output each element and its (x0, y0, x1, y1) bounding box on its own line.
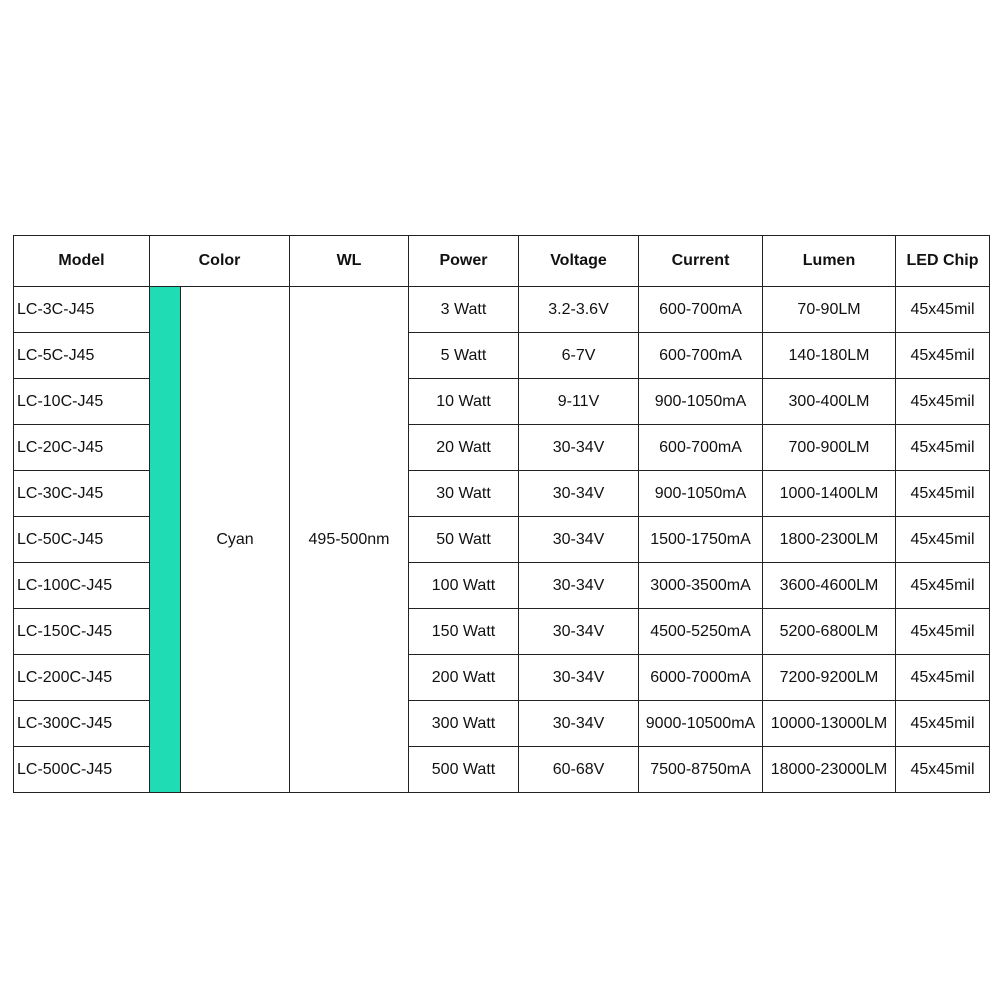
header-wl: WL (290, 236, 409, 287)
model-cell: LC-20C-J45 (14, 425, 150, 471)
lumen-cell: 300-400LM (763, 379, 896, 425)
led-chip-cell: 45x45mil (896, 747, 990, 793)
model-cell: LC-200C-J45 (14, 655, 150, 701)
led-chip-cell: 45x45mil (896, 701, 990, 747)
current-cell: 4500-5250mA (639, 609, 763, 655)
lumen-cell: 7200-9200LM (763, 655, 896, 701)
led-chip-cell: 45x45mil (896, 425, 990, 471)
header-voltage: Voltage (519, 236, 639, 287)
led-chip-cell: 45x45mil (896, 379, 990, 425)
voltage-cell: 30-34V (519, 701, 639, 747)
model-cell: LC-100C-J45 (14, 563, 150, 609)
led-chip-cell: 45x45mil (896, 471, 990, 517)
model-cell: LC-300C-J45 (14, 701, 150, 747)
wavelength-cell: 495-500nm (290, 287, 409, 793)
power-cell: 100 Watt (409, 563, 519, 609)
header-current: Current (639, 236, 763, 287)
lumen-cell: 1800-2300LM (763, 517, 896, 563)
power-cell: 500 Watt (409, 747, 519, 793)
current-cell: 600-700mA (639, 425, 763, 471)
led-chip-cell: 45x45mil (896, 517, 990, 563)
power-cell: 200 Watt (409, 655, 519, 701)
model-cell: LC-5C-J45 (14, 333, 150, 379)
header-model: Model (14, 236, 150, 287)
lumen-cell: 70-90LM (763, 287, 896, 333)
voltage-cell: 6-7V (519, 333, 639, 379)
color-swatch (150, 287, 181, 793)
lumen-cell: 1000-1400LM (763, 471, 896, 517)
current-cell: 900-1050mA (639, 471, 763, 517)
voltage-cell: 30-34V (519, 425, 639, 471)
voltage-cell: 3.2-3.6V (519, 287, 639, 333)
voltage-cell: 30-34V (519, 517, 639, 563)
led-chip-cell: 45x45mil (896, 609, 990, 655)
power-cell: 3 Watt (409, 287, 519, 333)
current-cell: 1500-1750mA (639, 517, 763, 563)
lumen-cell: 10000-13000LM (763, 701, 896, 747)
current-cell: 7500-8750mA (639, 747, 763, 793)
model-cell: LC-30C-J45 (14, 471, 150, 517)
model-cell: LC-150C-J45 (14, 609, 150, 655)
voltage-cell: 9-11V (519, 379, 639, 425)
lumen-cell: 18000-23000LM (763, 747, 896, 793)
current-cell: 900-1050mA (639, 379, 763, 425)
lumen-cell: 3600-4600LM (763, 563, 896, 609)
current-cell: 600-700mA (639, 333, 763, 379)
power-cell: 30 Watt (409, 471, 519, 517)
lumen-cell: 140-180LM (763, 333, 896, 379)
voltage-cell: 30-34V (519, 471, 639, 517)
table-body (14, 287, 990, 793)
voltage-cell: 60-68V (519, 747, 639, 793)
power-cell: 20 Watt (409, 425, 519, 471)
current-cell: 9000-10500mA (639, 701, 763, 747)
led-chip-cell: 45x45mil (896, 563, 990, 609)
model-cell: LC-50C-J45 (14, 517, 150, 563)
table-row (14, 287, 990, 333)
voltage-cell: 30-34V (519, 655, 639, 701)
led-chip-cell: 45x45mil (896, 655, 990, 701)
current-cell: 600-700mA (639, 287, 763, 333)
model-cell: LC-10C-J45 (14, 379, 150, 425)
current-cell: 3000-3500mA (639, 563, 763, 609)
voltage-cell: 30-34V (519, 563, 639, 609)
header-led-chip: LED Chip (896, 236, 990, 287)
lumen-cell: 5200-6800LM (763, 609, 896, 655)
header-power: Power (409, 236, 519, 287)
power-cell: 10 Watt (409, 379, 519, 425)
lumen-cell: 700-900LM (763, 425, 896, 471)
voltage-cell: 30-34V (519, 609, 639, 655)
current-cell: 6000-7000mA (639, 655, 763, 701)
power-cell: 5 Watt (409, 333, 519, 379)
header-color: Color (150, 236, 290, 287)
led-chip-cell: 45x45mil (896, 333, 990, 379)
led-chip-cell: 45x45mil (896, 287, 990, 333)
power-cell: 150 Watt (409, 609, 519, 655)
model-cell: LC-500C-J45 (14, 747, 150, 793)
header-row (14, 236, 990, 287)
color-name-cell: Cyan (181, 287, 290, 793)
power-cell: 50 Watt (409, 517, 519, 563)
power-cell: 300 Watt (409, 701, 519, 747)
header-lumen: Lumen (763, 236, 896, 287)
led-spec-table (13, 235, 990, 793)
model-cell: LC-3C-J45 (14, 287, 150, 333)
